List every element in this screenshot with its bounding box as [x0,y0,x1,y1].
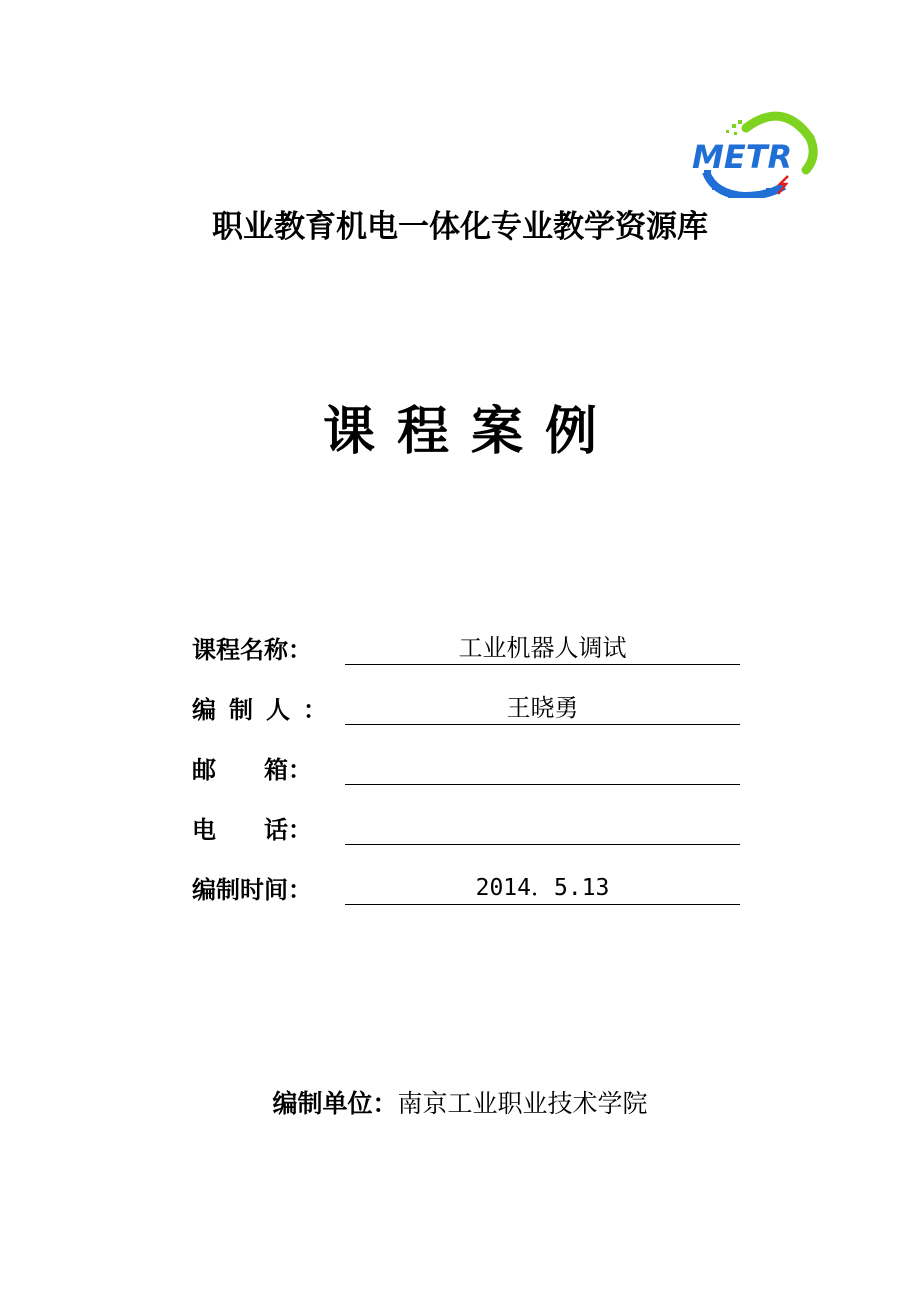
phone-row [192,808,752,868]
organization-line [0,1084,920,1124]
metr-logo [688,108,818,198]
logo-text: METR [692,138,793,176]
logo-dot [734,132,737,135]
organization-value: 南京工业职业技术学院 [397,1089,648,1118]
course-name-label: 课程名称： [192,636,312,664]
phone-label: 电 话： [192,816,312,844]
author-row [192,688,752,748]
date-label: 编制时间： [192,876,312,904]
author-value: 王晓勇 [345,692,740,725]
logo-dot [738,120,742,124]
email-value [345,752,740,785]
author-label: 编制人： [192,696,340,724]
course-name-row [192,628,752,688]
course-name-value: 工业机器人调试 [345,632,740,665]
date-row [192,868,752,928]
metr-logo-graphic [688,108,818,198]
resource-library-title: 职业教育机电一体化专业教学资源库 [212,209,708,245]
logo-spark [778,176,788,194]
email-label: 邮 箱： [192,756,312,784]
email-row [192,748,752,808]
course-info-form [192,628,752,928]
date-value: 2014．5.13 [345,872,740,905]
phone-value [345,812,740,845]
logo-dot [732,124,736,128]
document-title: 课程案例 [322,402,619,462]
logo-dot [726,130,729,133]
organization-label: 编制单位： [272,1089,398,1118]
